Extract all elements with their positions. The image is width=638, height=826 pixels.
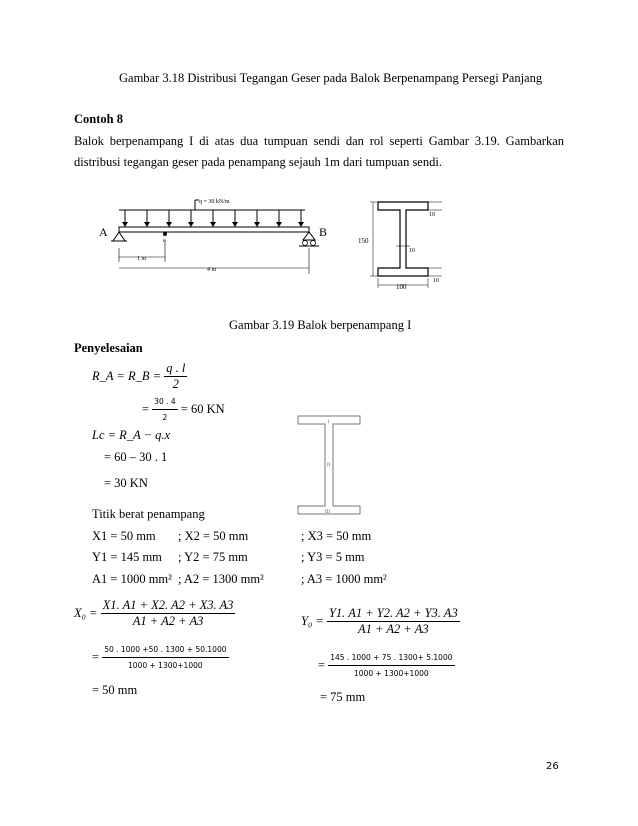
beam-diagram bbox=[95, 190, 335, 280]
row-y-col2: ; Y2 = 75 mm bbox=[178, 550, 248, 564]
paragraph-line-2: distribusi tegangan geser pada penampang sejauh 1m dari tumpuan sendi. bbox=[74, 155, 442, 169]
dim-150: 150 bbox=[358, 237, 369, 245]
y0-values-denominator: 1000 + 1300+1000 bbox=[328, 665, 454, 681]
y0-result: = 75 mm bbox=[320, 690, 366, 704]
eq2-result: = 60 KN bbox=[180, 402, 225, 416]
row-a-col3: ; A3 = 1000 mm² bbox=[301, 572, 387, 586]
heading-penyelesaian: Penyelesaian bbox=[74, 341, 143, 355]
dim-10-top: 10 bbox=[429, 212, 435, 218]
equation-lc: Lc = R_A − q.x bbox=[92, 428, 171, 442]
i-section-diagram bbox=[356, 194, 456, 292]
dim-100: 100 bbox=[396, 283, 407, 291]
y0-numerator: Y1. A1 + Y2. A2 + Y3. A3 bbox=[328, 606, 458, 620]
x0-denominator: A1 + A2 + A3 bbox=[101, 613, 236, 629]
x0-values-denominator: 1000 + 1300+1000 bbox=[102, 657, 228, 673]
y0-values-equals: = bbox=[318, 658, 326, 672]
dim-4m: 4 m bbox=[207, 267, 217, 273]
equation-y0 bbox=[301, 606, 460, 637]
eq2-numerator: 30 . 4 bbox=[154, 397, 176, 406]
load-label: q = 30 kN/m bbox=[199, 199, 230, 205]
row-a-col2: ; A2 = 1300 mm² bbox=[178, 572, 264, 586]
eq1-lhs: R_A = R_B = bbox=[92, 369, 162, 383]
x0-values-numerator: 50 . 1000 +50 . 1300 + 50.1000 bbox=[104, 645, 227, 654]
small-section-bottom-label: III bbox=[325, 510, 330, 515]
row-x-col2: ; X2 = 50 mm bbox=[178, 529, 249, 543]
small-section-mid-label: II bbox=[327, 463, 331, 468]
row-x-col1: X1 = 50 mm bbox=[92, 529, 156, 543]
eq1-denominator: 2 bbox=[164, 376, 187, 392]
equation-x0 bbox=[74, 598, 235, 629]
paragraph-line-1: Balok berpenampang I di atas dua tumpuan sendi dan rol seperti Gambar 3.19. Gambarkan bbox=[74, 134, 564, 148]
equation-x0-values bbox=[92, 642, 229, 673]
equation-reaction-value bbox=[142, 394, 225, 425]
small-section-top-label: 1 bbox=[327, 420, 330, 425]
equation-lc-sub: = 60 – 30 . 1 bbox=[104, 450, 168, 464]
eq1-numerator: q . l bbox=[166, 361, 186, 375]
x0-numerator: X1. A1 + X2. A2 + X3. A3 bbox=[102, 598, 234, 612]
equation-y0-values bbox=[318, 650, 455, 681]
x0-result: = 50 mm bbox=[92, 683, 138, 697]
row-y-col3: ; Y3 = 5 mm bbox=[301, 550, 365, 564]
x0-values-equals: = bbox=[92, 650, 100, 664]
y0-values-numerator: 145 . 1000 + 75 . 1300+ 5.1000 bbox=[330, 653, 453, 662]
centroid-label: Titik berat penampang bbox=[92, 507, 205, 521]
point-c-label: c bbox=[163, 238, 166, 244]
y0-lhs: Y₀ = bbox=[301, 614, 324, 628]
eq2-denominator: 2 bbox=[152, 409, 177, 425]
equation-lc-result: = 30 KN bbox=[104, 476, 148, 490]
page-number: 26 bbox=[546, 761, 559, 772]
row-a-col1: A1 = 1000 mm² bbox=[92, 572, 172, 586]
row-x-col3: ; X3 = 50 mm bbox=[301, 529, 372, 543]
support-b-label: B bbox=[319, 225, 328, 239]
dim-10-web: 10 bbox=[409, 248, 415, 254]
x0-lhs: X₀ = bbox=[74, 606, 98, 620]
y0-denominator: A1 + A2 + A3 bbox=[327, 621, 460, 637]
support-a-label: A bbox=[99, 225, 108, 239]
row-y-col1: Y1 = 145 mm bbox=[92, 550, 162, 564]
eq2-equals: = bbox=[142, 402, 150, 416]
dim-10-bottom: 10 bbox=[433, 278, 439, 284]
small-i-section bbox=[296, 412, 366, 522]
heading-contoh: Contoh 8 bbox=[74, 112, 123, 126]
figure-caption-3-19: Gambar 3.19 Balok berpenampang I bbox=[229, 318, 412, 332]
dim-1m: 1 m bbox=[137, 256, 147, 262]
equation-reaction bbox=[92, 361, 187, 392]
figure-caption-3-18: Gambar 3.18 Distribusi Tegangan Geser pada Balok Berpenampang Persegi Panjang bbox=[119, 71, 543, 85]
